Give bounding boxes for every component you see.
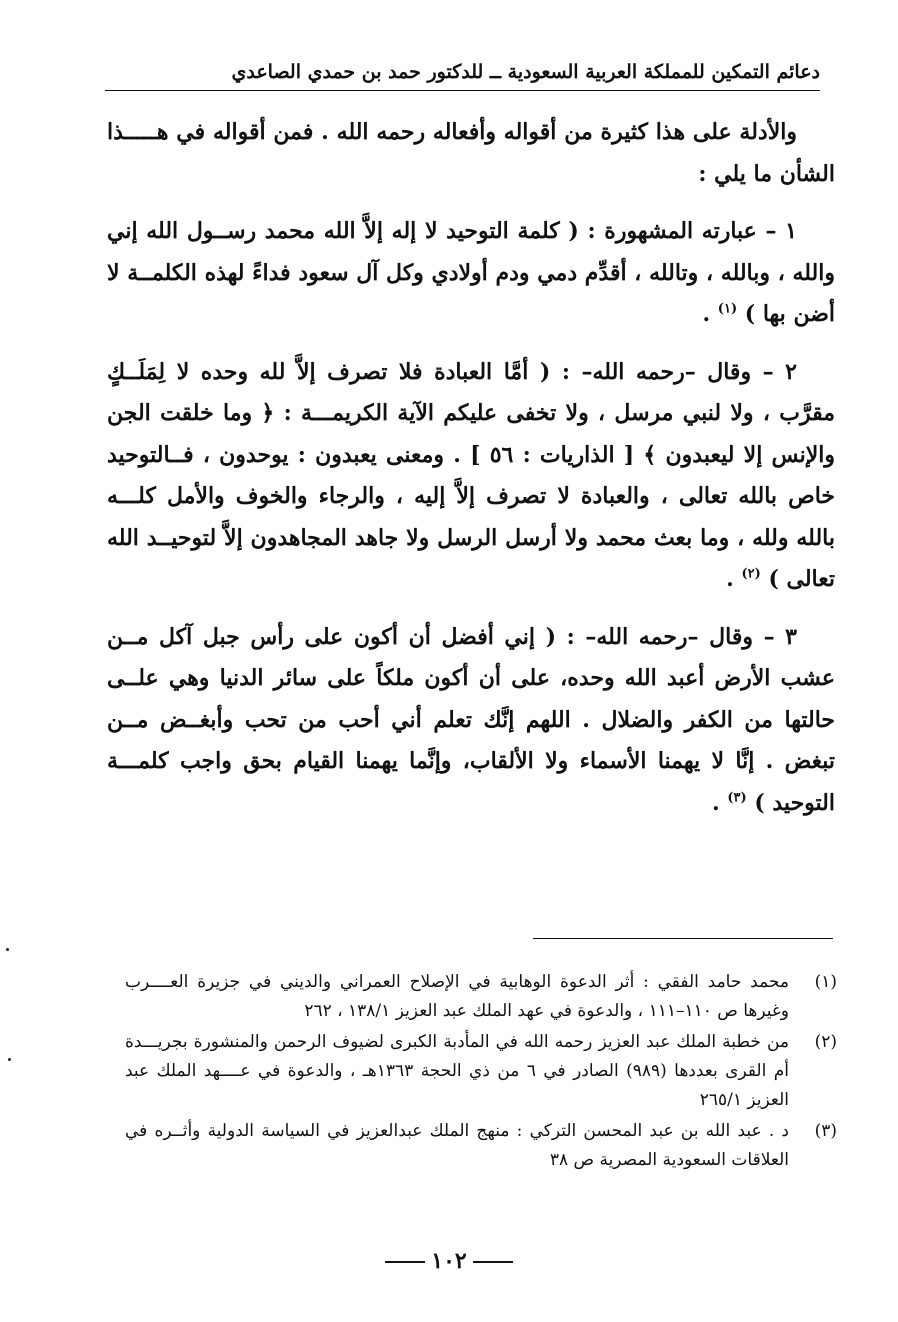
footnote-ref: (٣): [727, 790, 747, 806]
page-number: [0, 1248, 898, 1274]
quote-text: ٣ – وقال –رحمه الله– : ( إني أفضل أن أكون على رأس جبل آكل مــن عشب الأرض أعبد الله وحده، على أن أكون ملكاً على سائر الدنيا وهي علــى حالتها من الكفر والضلال . اللهم إنَّك تعلم أني أحب من تحب وأبغــض مــن تبغض . إنَّا لا يهمنا الأسماء ولا الألقاب، وإنَّما يهمنا القيام بحق واجب كلمـــة التوحيد ): [107, 623, 835, 816]
footnote-number: (١): [814, 972, 837, 992]
scan-speck: [8, 1058, 11, 1061]
quote-text: ٢ – وقال –رحمه الله– : ( أمَّا العبادة فلا تصرف إلاَّ لله وحده لا لِمَلَــكٍ مقرَّب ، ولا لنبي مرسل ، ولا تخفى عليكم الآية الكريمـــة : ﴿ وما خلقت الجن والإنس إلا ليعبدون ﴾ [ الذاريات : ٥٦ ] . ومعنى يعبدون : يوحدون ، فــالتوحيد خاص بالله تعالى ، والعبادة لا تصرف إلاَّ إليه ، والرجاء والخوف والأمل كلـــه بالله ولله ، وما بعث محمد ولا أرسل الرسل ولا جاهد المجاهدون إلاَّ لتوحيــد الله تعالى ): [107, 358, 835, 592]
footnote-1: [125, 968, 837, 1026]
page-number-value: ١٠٢: [431, 1248, 467, 1274]
footnote-number: (٣): [814, 1121, 837, 1141]
quote-item-1: ١ – عبارته المشهورة : ( كلمة التوحيد لا إله إلاَّ الله محمد رســول الله إني والله ، وبالله ، وتالله ، أقدِّم دمي ودم أولادي وكل آل سعود فداءً لهذه الكلمــة لا أضن بها ) $^{(١)}$ .: [107, 218, 835, 327]
footnotes: [125, 968, 837, 1177]
footnote-ref: (٢): [741, 566, 761, 582]
quote-item-2: ٢ – وقال –رحمه الله– : ( أمَّا العبادة فلا تصرف إلاَّ لله وحده لا لِمَلَــكٍ مقرَّب ، ولا لنبي مرسل ، ولا تخفى عليكم الآية الكريمـــة : ﴿ وما خلقت الجن والإنس إلا ليعبدون ﴾ [ الذاريات : ٥٦ ] . ومعنى يعبدون : يوحدون ، فــالتوحيد خاص بالله تعالى ، والعبادة لا تصرف إلاَّ إليه ، والرجاء والخوف والأمل كلـــه بالله ولله ، وما بعث محمد ولا أرسل الرسل ولا جاهد المجاهدون إلاَّ لتوحيــد الله تعالى ) $^{(٢)}$ .: [107, 358, 835, 592]
scan-speck: [6, 948, 9, 951]
footnote-text: د . عبد الله بن عبد المحسن التركي : منهج الملك عبدالعزيز في السياسة الدولية وأثــره في العلاقات السعودية المصرية ص ٣٨: [125, 1121, 789, 1170]
footnote-text: محمد حامد الفقي : أثر الدعوة الوهابية في الإصلاح العمراني والديني في جزيرة العــــرب وغيرها ص ١١٠–١١١ ، والدعوة في عهد الملك عبد العزيز ١٣٨/١ ، ٢٦٢: [125, 972, 789, 1021]
footnote-number: (٢): [814, 1032, 837, 1052]
header-rule: [105, 90, 820, 91]
running-header: دعائم التمكين للمملكة العربية السعودية ــ للدكتور حمد بن حمدي الصاعدي: [231, 61, 820, 83]
footnote-text: من خطبة الملك عبد العزيز رحمه الله في المأدبة الكبرى لضيوف الرحمن والمنشورة بجريـــدة أم القرى بعددها (٩٨٩) الصادر في ٦ من ذي الحجة ١٣٦٣هـ ، والدعوة في عــــهد الملك عبد العزيز ٢٦٥/١: [125, 1032, 789, 1110]
intro-paragraph: والأدلة على هذا كثيرة من أقواله وأفعاله رحمه الله . فمن أقواله في هـــــذا الشأن ما يلي :: [107, 119, 835, 187]
footnote-ref: (١): [717, 301, 738, 317]
page-number-dash: [385, 1261, 425, 1263]
page-number-dash: [473, 1261, 513, 1263]
footnote-2: [125, 1028, 837, 1115]
footnote-3: [125, 1117, 837, 1175]
footnote-separator: [533, 938, 833, 939]
quote-item-3: ٣ – وقال –رحمه الله– : ( إني أفضل أن أكون على رأس جبل آكل مــن عشب الأرض أعبد الله وحده، على أن أكون ملكاً على سائر الدنيا وهي علــى حالتها من الكفر والضلال . اللهم إنَّك تعلم أني أحب من تحب وأبغــض مــن تبغض . إنَّا لا يهمنا الأسماء ولا الألقاب، وإنَّما يهمنا القيام بحق واجب كلمـــة التوحيد ) $^{(٣)}$ .: [107, 623, 835, 816]
main-text: [107, 112, 835, 824]
quote-text: ١ – عبارته المشهورة : ( كلمة التوحيد لا إله إلاَّ الله محمد رســول الله إني والله ، وبالله ، وتالله ، أقدِّم دمي ودم أولادي وكل آل سعود فداءً لهذه الكلمــة لا أضن بها ): [107, 218, 835, 327]
